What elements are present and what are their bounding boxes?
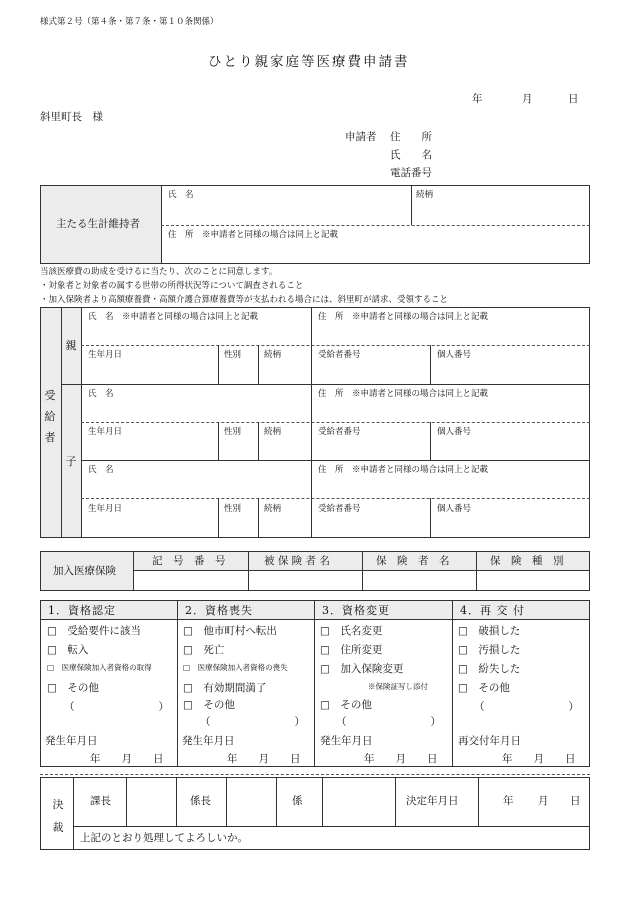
child2-personal-no-label: 個人番号: [437, 504, 472, 514]
section1-title: 1．資格認定: [48, 604, 116, 617]
section1-other-paren: （ ）: [64, 701, 169, 713]
insurance-label: 加入医療保険: [53, 565, 116, 577]
decision-chief-label: 課長: [90, 795, 111, 807]
parent-personal-no-label: 個人番号: [437, 350, 472, 360]
addressee: 斜里町長 様: [40, 111, 103, 123]
date-day-label: 日: [568, 93, 579, 105]
section3-other-paren: （ ）: [336, 716, 441, 728]
section2-date-label: 発生年月日: [182, 735, 235, 747]
applicant-address-label: 住 所: [390, 131, 432, 143]
section4-option-lost[interactable]: □ 紛失した: [458, 663, 521, 675]
section2-option-move-out[interactable]: □ 他市町村へ転出: [183, 625, 277, 637]
breadwinner-name-label: 氏 名: [168, 190, 194, 200]
child1-birth-label: 生年月日: [88, 427, 123, 437]
child2-name-label: 氏 名: [88, 465, 114, 475]
decision-staff-label: 係: [292, 795, 303, 807]
applicant-phone-label: 電話番号: [390, 167, 432, 179]
consent-intro: 当該医療費の助成を受けるに当たり、次のことに同意します。: [40, 267, 278, 277]
section3-option-other[interactable]: □ その他: [320, 699, 372, 711]
section1-option-insurance-acquired[interactable]: □ 医療保険加入者資格の取得: [47, 663, 152, 672]
section2-option-insurance-lost[interactable]: □ 医療保険加入者資格の喪失: [183, 663, 288, 672]
section2-option-other[interactable]: □ その他: [183, 699, 235, 711]
decision-date-label: 決定年月日: [406, 795, 459, 807]
child2-birth-label: 生年月日: [88, 504, 123, 514]
child1-recipient-no-label: 受給者番号: [318, 427, 361, 437]
section4-option-other[interactable]: □ その他: [458, 682, 510, 694]
section2-date-row: 年 月 日: [227, 753, 301, 765]
parent-relation-label: 続柄: [264, 350, 282, 360]
section3-option-address-change[interactable]: □ 住所変更: [320, 644, 383, 656]
insurance-col-number: 記 号 番 号: [152, 555, 226, 567]
parent-name-label: 氏 名 ※申請者と同様の場合は同上と記載: [88, 312, 259, 322]
child-label: 子: [65, 455, 77, 468]
parent-address-label: 住 所 ※申請者と同様の場合は同上と記載: [318, 312, 489, 322]
section2-title: 2．資格喪失: [185, 604, 253, 617]
section1-date-label: 発生年月日: [45, 735, 98, 747]
insurance-col-type: 保 険 種 別: [490, 555, 564, 567]
section3-option-name-change[interactable]: □ 氏名変更: [320, 625, 383, 637]
section4-option-damaged[interactable]: □ 破損した: [458, 625, 521, 637]
parent-birth-label: 生年月日: [88, 350, 123, 360]
applicant-label: 申請者: [345, 131, 377, 143]
decision-subchief-label: 係長: [190, 795, 211, 807]
decision-year-label: 年: [503, 795, 514, 807]
insurance-col-insurer: 保 険 者 名: [376, 555, 450, 567]
breadwinner-label: 主たる生計維持者: [56, 218, 140, 230]
section4-date-row: 年 月 日: [502, 753, 576, 765]
child1-sex-label: 性別: [224, 427, 242, 437]
section1-option-move-in[interactable]: □ 転入: [47, 644, 89, 656]
applicant-name-label: 氏 名: [390, 149, 432, 161]
child2-sex-label: 性別: [224, 504, 242, 514]
page-title: ひとり親家庭等医療費申請書: [208, 54, 410, 70]
parent-sex-label: 性別: [224, 350, 242, 360]
section3-date-row: 年 月 日: [364, 753, 438, 765]
child1-relation-label: 続柄: [264, 427, 282, 437]
decision-approval-text: 上記のとおり処理してよろしいか。: [80, 832, 248, 844]
section3-option-insurance-change[interactable]: □ 加入保険変更: [320, 663, 404, 675]
child1-name-label: 氏 名: [88, 389, 114, 399]
consent-item-2: ・加入保険者より高額療養費・高額介護合算療養費等が支払われる場合には、斜里町が請求、受領すること: [40, 295, 449, 305]
section3-insurance-note: ※保険証写し添付: [368, 682, 428, 691]
section4-option-soiled[interactable]: □ 汚損した: [458, 644, 521, 656]
recipient-label: 受給者: [44, 389, 56, 444]
breadwinner-relation-label: 続柄: [416, 190, 434, 200]
child2-recipient-no-label: 受給者番号: [318, 504, 361, 514]
consent-item-1: ・対象者と対象者の属する世帯の所得状況等について調査されること: [40, 281, 304, 291]
child2-address-label: 住 所 ※申請者と同様の場合は同上と記載: [318, 465, 489, 475]
section2-option-expired[interactable]: □ 有効期間満了: [183, 682, 267, 694]
section1-date-row: 年 月 日: [90, 753, 164, 765]
insurance-col-insured: 被 保 険 者 名: [264, 555, 330, 567]
section3-date-label: 発生年月日: [320, 735, 373, 747]
decision-label: 決裁: [52, 798, 64, 835]
child1-personal-no-label: 個人番号: [437, 427, 472, 437]
child2-relation-label: 続柄: [264, 504, 282, 514]
section2-option-death[interactable]: □ 死亡: [183, 644, 225, 656]
section4-other-paren: （ ）: [474, 701, 579, 713]
child1-address-label: 住 所 ※申請者と同様の場合は同上と記載: [318, 389, 489, 399]
section2-other-paren: （ ）: [200, 716, 305, 728]
decision-day-label: 日: [570, 795, 581, 807]
section3-title: 3．資格変更: [322, 604, 390, 617]
decision-month-label: 月: [538, 795, 549, 807]
parent-label: 親: [65, 339, 77, 352]
section4-title: 4．再 交 付: [460, 604, 525, 617]
section4-date-label: 再交付年月日: [458, 735, 521, 747]
section1-option-eligible[interactable]: □ 受給要件に該当: [47, 625, 141, 637]
breadwinner-address-label: 住 所 ※申請者と同様の場合は同上と記載: [168, 230, 339, 240]
parent-recipient-no-label: 受給者番号: [318, 350, 361, 360]
form-number: 様式第２号（第４条・第７条・第１０条関係）: [40, 17, 219, 27]
date-month-label: 月: [522, 93, 533, 105]
date-year-label: 年: [472, 93, 483, 105]
section1-option-other[interactable]: □ その他: [47, 682, 99, 694]
